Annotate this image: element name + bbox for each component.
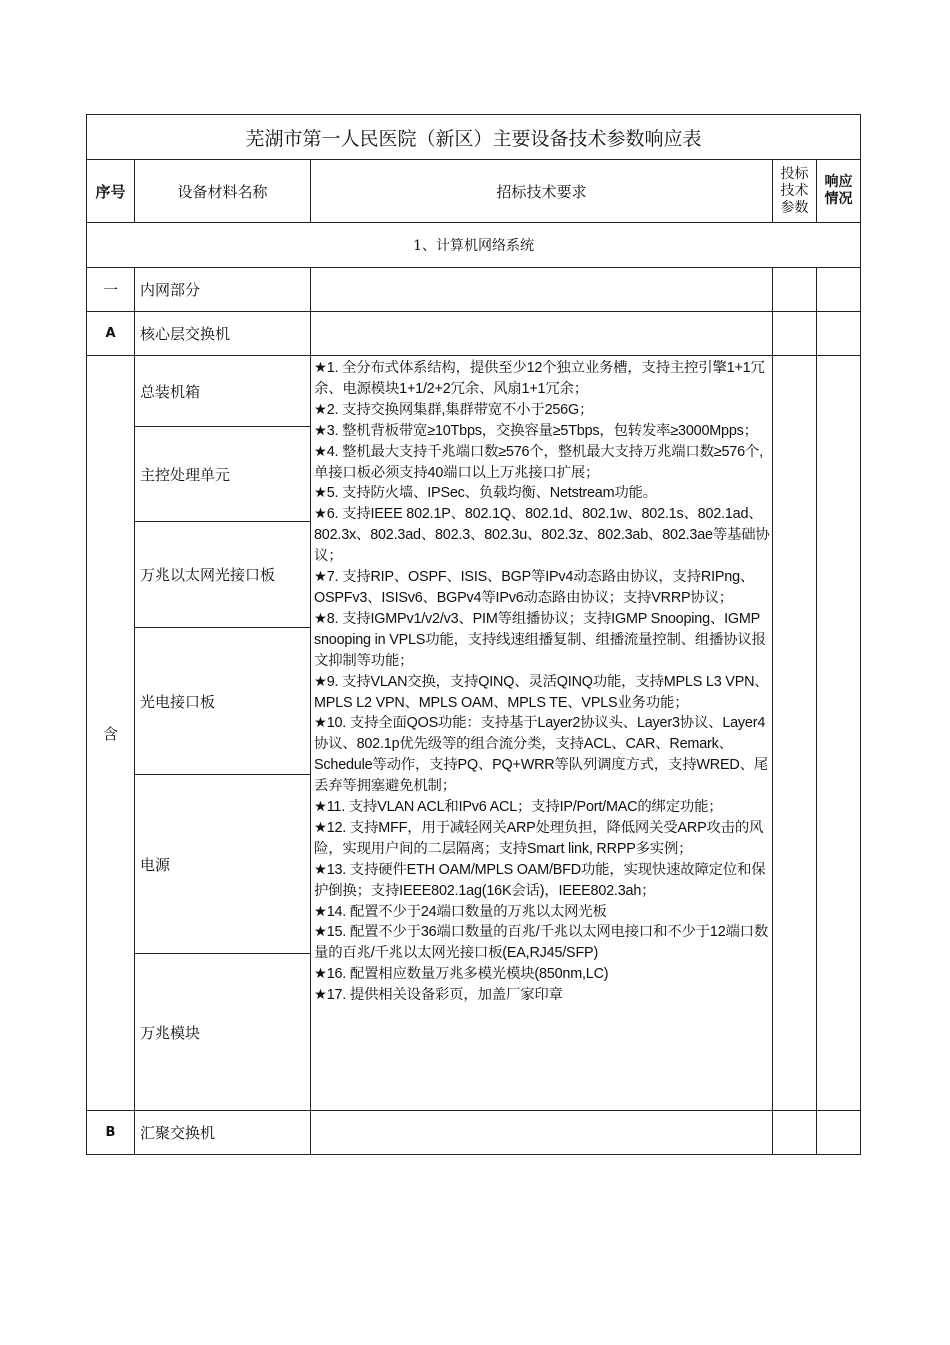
requirement-item: ★9. 支持VLAN交换，支持QINQ、灵活QINQ功能，支持MPLS L3 VPN、MPLS L2 VPN、MPLS OAM、MPLS TE、VPLS业务功能； (314, 673, 769, 711)
bid-param-cell[interactable] (773, 268, 817, 312)
header-bid-params-line: 参数 (780, 199, 809, 216)
table-row (87, 1111, 861, 1155)
requirement-list (311, 356, 773, 1111)
sub-item-name: 万兆模块 (135, 954, 311, 1111)
requirement-cell (311, 1111, 773, 1155)
header-response (817, 160, 861, 223)
requirement-item: ★4. 整机最大支持千兆端口数≥576个，整机最大支持万兆端口数≥576个,单接口板必须支持40端口以上万兆接口扩展； (314, 443, 763, 481)
table-title: 芜湖市第一人民医院（新区）主要设备技术参数响应表 (87, 115, 861, 160)
row-index: B (87, 1111, 135, 1155)
header-bid-params-line: 技术 (780, 182, 809, 199)
table-row (87, 356, 861, 427)
requirement-item: ★10. 支持全面QOS功能：支持基于Layer2协议头、Layer3协议、Layer4协议、802.1p优先级等的组合流分类，支持ACL、CAR、Remark、Schedule等动作，支持PQ、PQ+WRR等队列调度方式，支持WRED、尾丢弃等拥塞避免机制； (314, 715, 768, 795)
bid-param-cell[interactable] (773, 356, 817, 1111)
sub-item-name: 电源 (135, 775, 311, 954)
response-table (86, 114, 861, 1155)
requirement-cell (311, 268, 773, 312)
bid-param-cell[interactable] (773, 312, 817, 356)
header-seq: 序号 (87, 160, 135, 223)
header-response-line: 响应 (824, 174, 853, 190)
table-row (87, 312, 861, 356)
sub-item-name: 主控处理单元 (135, 427, 311, 522)
header-bid-params (773, 160, 817, 223)
header-bid-params-line: 投标 (780, 165, 809, 182)
requirement-item: ★2. 支持交换网集群,集群带宽不小于256G； (314, 401, 594, 418)
requirement-item: ★15. 配置不少于36端口数量的百兆/千兆以太网电接口和不少于12端口数量的百兆/千兆以太网光接口板(EA,RJ45/SFP) (314, 924, 769, 962)
header-row (87, 160, 861, 223)
bid-param-cell[interactable] (773, 1111, 817, 1155)
requirement-cell (311, 312, 773, 356)
row-name: 汇聚交换机 (135, 1111, 311, 1155)
response-cell[interactable] (817, 268, 861, 312)
section-title: 1、计算机网络系统 (87, 223, 861, 268)
sub-item-name: 总装机箱 (135, 356, 311, 427)
requirement-item: ★13. 支持硬件ETH OAM/MPLS OAM/BFD功能，实现快速故障定位和保护倒换；支持IEEE802.1ag(16K会话)，IEEE802.3ah； (314, 861, 766, 899)
sub-item-name: 万兆以太网光接口板 (135, 522, 311, 628)
requirement-item: ★11. 支持VLAN ACL和IPv6 ACL；支持IP/Port/MAC的绑定功能； (314, 799, 723, 816)
row-index: 含 (87, 356, 135, 1111)
requirement-item: ★1. 全分布式体系结构，提供至少12个独立业务槽，支持主控引擎1+1冗余、电源模块1+1/2+2冗余、风扇1+1冗余； (314, 360, 765, 397)
header-response-line: 情况 (824, 191, 853, 207)
header-requirements: 招标技术要求 (311, 160, 773, 223)
requirement-item: ★3. 整机背板带宽≥10Tbps，交换容量≥5Tbps，包转发率≥3000Mpps； (314, 422, 758, 439)
row-name: 内网部分 (135, 268, 311, 312)
requirement-item: ★6. 支持IEEE 802.1P、802.1Q、802.1d、802.1w、802.1s、802.1ad、802.3x、802.3ad、802.3、802.3u、802.3z、802.3ab、802.3ae等基础协议； (314, 506, 770, 565)
sub-item-name: 光电接口板 (135, 628, 311, 775)
response-cell[interactable] (817, 356, 861, 1111)
requirement-item: ★16. 配置相应数量万兆多模光模块(850nm,LC) (314, 966, 609, 983)
requirement-item: ★12. 支持MFF，用于减轻网关ARP处理负担，降低网关受ARP攻击的风险，实现用户间的二层隔离；支持Smart link, RRPP多实例； (314, 819, 764, 857)
parameter-response-sheet (86, 114, 860, 1155)
row-index: A (87, 312, 135, 356)
requirement-item: ★5. 支持防火墙、IPSec、负载均衡、Netstream功能。 (314, 485, 657, 502)
row-name: 核心层交换机 (135, 312, 311, 356)
response-cell[interactable] (817, 1111, 861, 1155)
table-row (87, 268, 861, 312)
row-index: 一 (87, 268, 135, 312)
requirement-item: ★7. 支持RIP、OSPF、ISIS、BGP等IPv4动态路由协议，支持RIPng、OSPFv3、ISISv6、BGPv4等IPv6动态路由协议；支持VRRP协议； (314, 569, 755, 606)
header-name: 设备材料名称 (135, 160, 311, 223)
section-row (87, 223, 861, 268)
requirement-item: ★17. 提供相关设备彩页，加盖厂家印章 (314, 987, 563, 1004)
requirement-item: ★14. 配置不少于24端口数量的万兆以太网光板 (314, 903, 607, 920)
requirement-item: ★8. 支持IGMPv1/v2/v3、PIM等组播协议；支持IGMP Snooping、IGMP snooping in VPLS功能，支持线速组播复制、组播流量控制、组播协议报文抑制等功能； (314, 610, 766, 669)
response-cell[interactable] (817, 312, 861, 356)
